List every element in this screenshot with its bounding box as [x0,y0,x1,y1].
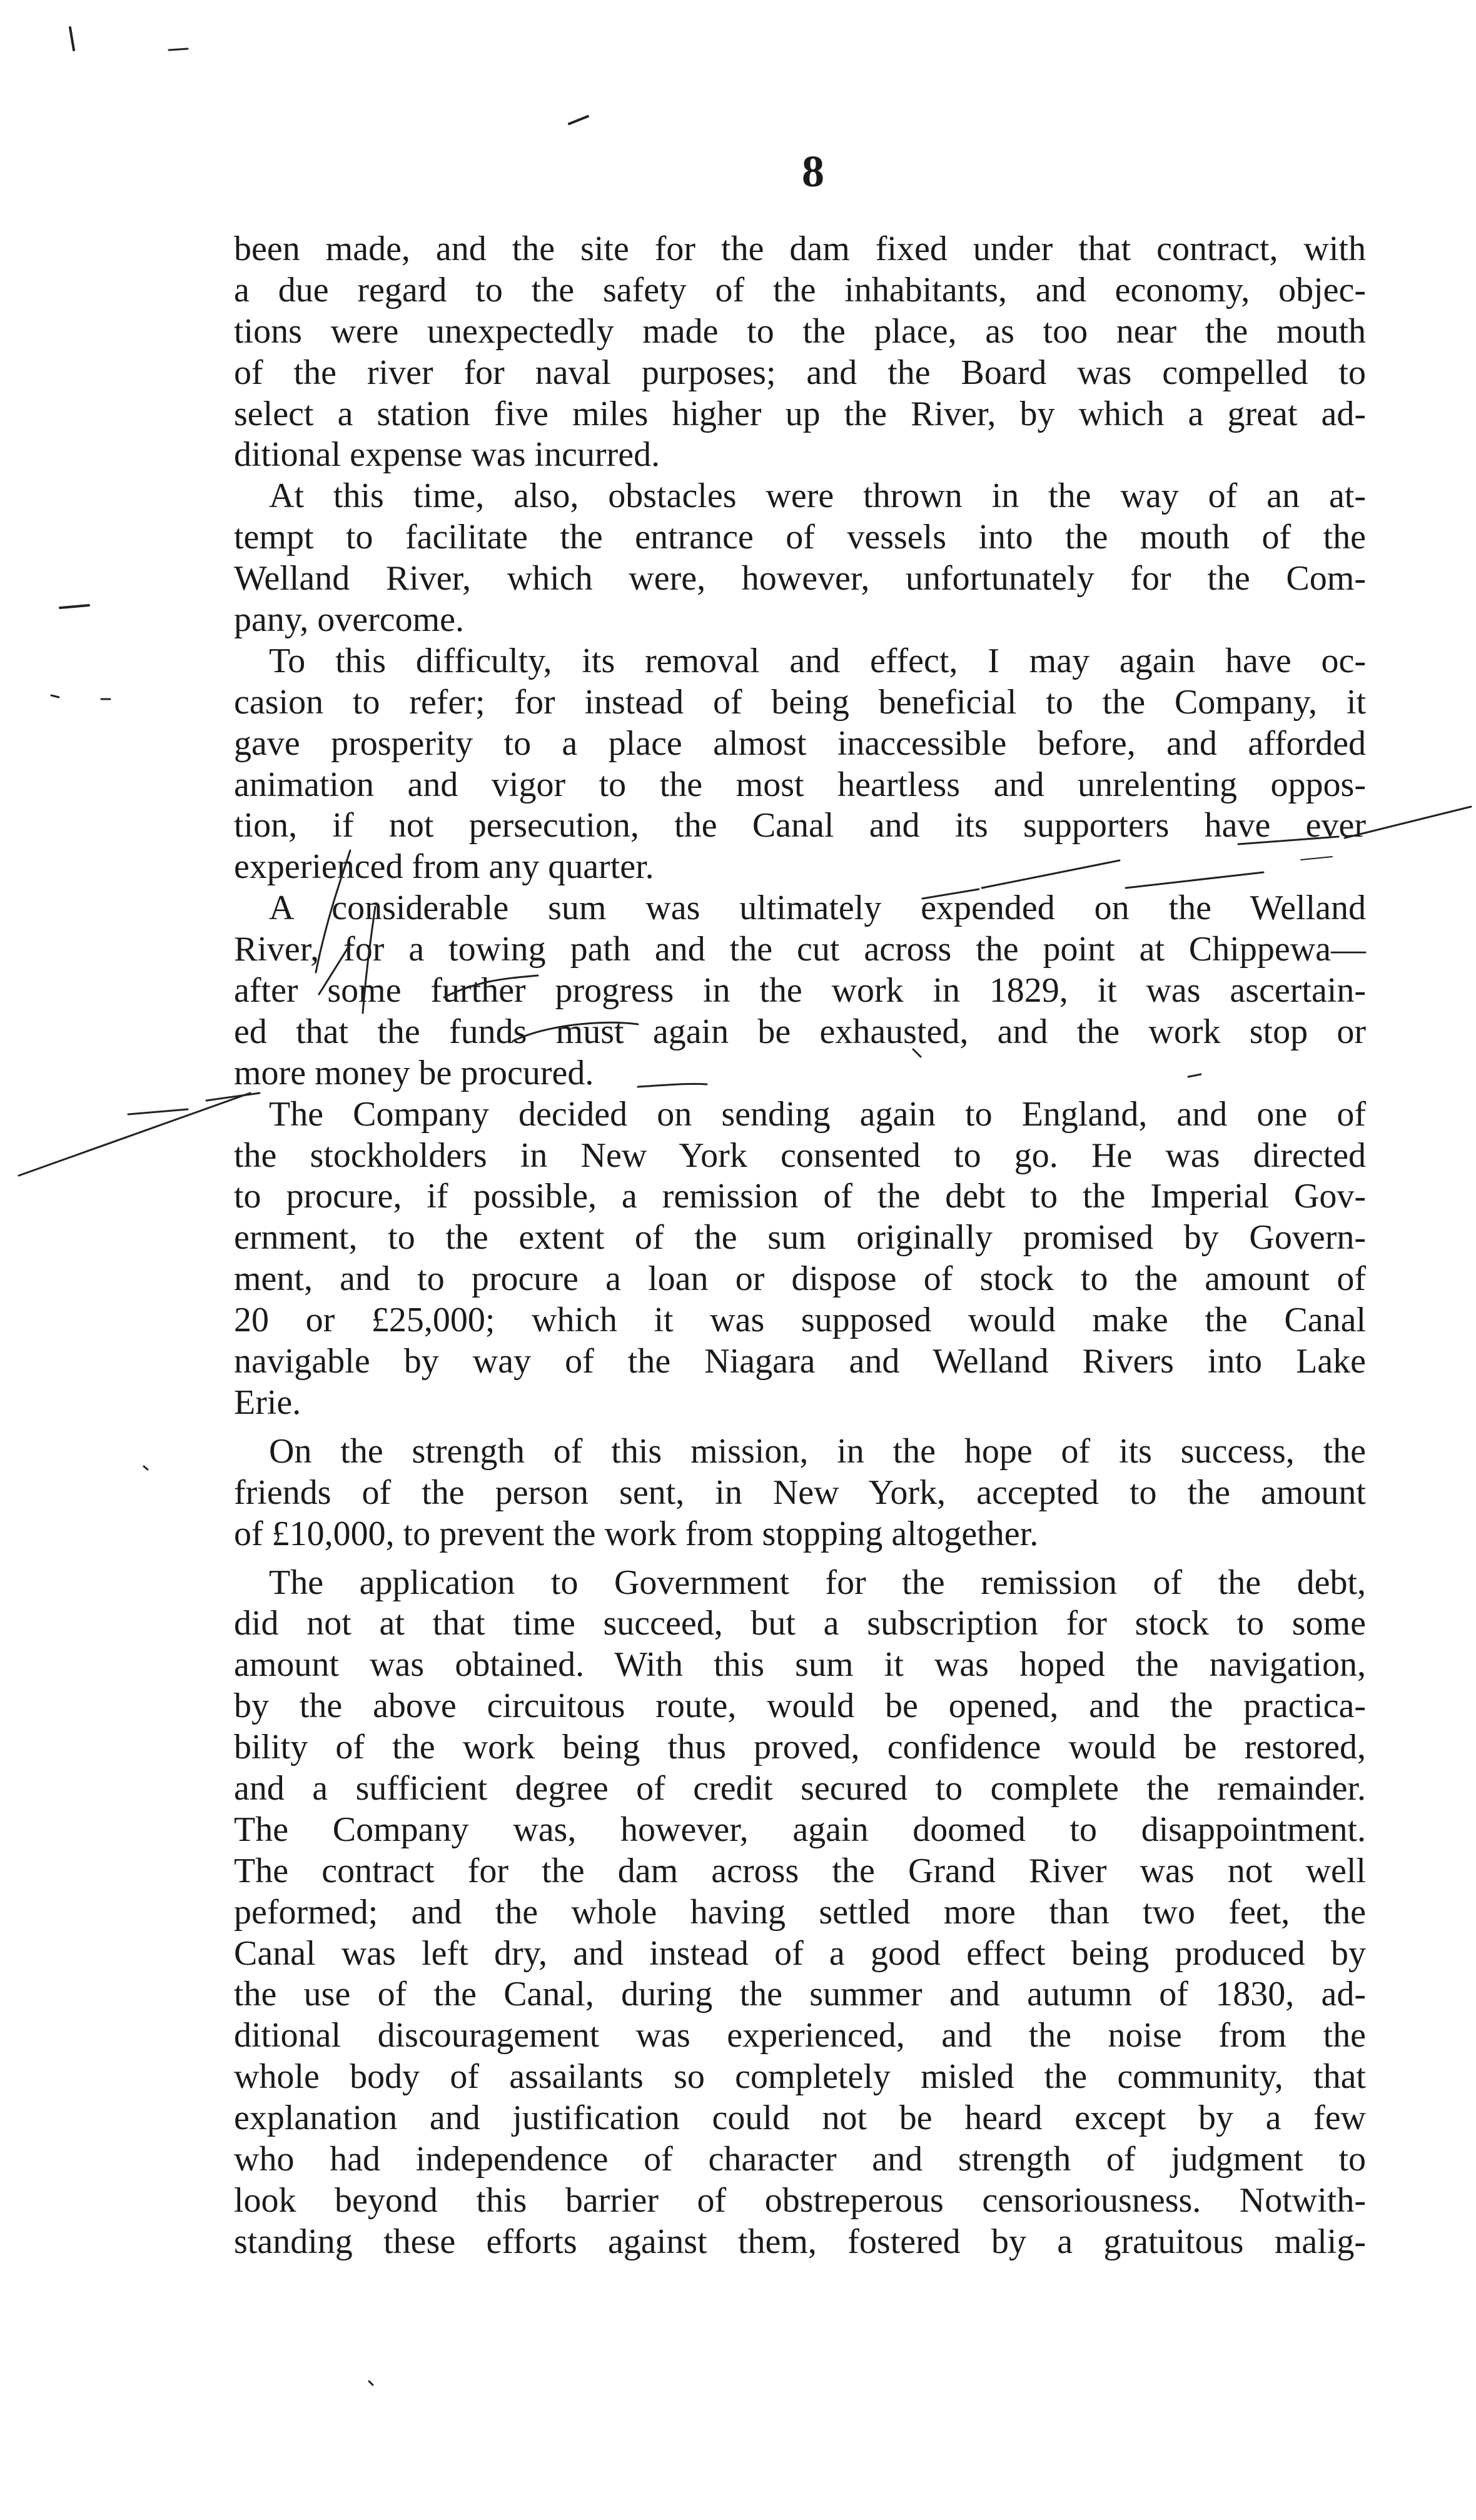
text-line: Welland River, which were, however, unfortunately for the Com- [234,559,1366,598]
text-line: A considerable sum was ultimately expended on the Welland [269,889,1366,928]
text-line: did not at that time succeed, but a subscription for stock to some [234,1604,1366,1643]
page-number: 8 [802,146,824,196]
stray-mark [169,49,188,50]
text-line: peformed; and the whole having settled more than two feet, the [234,1892,1366,1932]
text-line: the stockholders in New York consented to go. He was directed [234,1136,1366,1175]
text-line: friends of the person sent, in New York, accepted to the amount [234,1473,1366,1512]
text-line: tions were unexpectedly made to the place, as too near the mouth [234,311,1366,351]
text-line: animation and vigor to the most heartless and unrelenting oppos- [234,765,1366,804]
text-line: more money be procured. [234,1053,594,1092]
text-line: On the strength of this mission, in the hope of its success, the [269,1431,1366,1471]
text-line: pany, overcome. [234,600,464,640]
text-line: ment, and to procure a loan or dispose of stock to the amount of [234,1259,1366,1299]
text-line: standing these efforts against them, fostered by a gratuitous malig- [234,2222,1366,2261]
body-text [234,229,1366,2263]
text-line: navigable by way of the Niagara and Welland Rivers into Lake [234,1342,1366,1381]
text-line: who had independence of character and strength of judgment to [234,2139,1366,2179]
text-line: ditional discouragement was experienced, and the noise from the [234,2016,1366,2055]
text-line: been made, and the site for the dam fixed under that contract, with [234,229,1366,268]
text-line: of the river for naval purposes; and the Board was compelled to [234,353,1366,392]
text-line: by the above circuitous route, would be opened, and the practica- [234,1686,1366,1726]
stray-mark [144,1466,148,1469]
text-line: of £10,000, to prevent the work from stopping altogether. [234,1514,1039,1553]
text-line: experienced from any quarter. [234,847,654,887]
text-line: At this time, also, obstacles were thrown in the way of an at- [269,476,1366,516]
text-line: tion, if not persecution, the Canal and its supporters have ever [234,806,1366,845]
text-line: The Company decided on sending again to England, and one of [269,1094,1366,1134]
ink-line [19,1093,250,1176]
stray-mark [569,116,588,124]
stray-mark [60,605,89,608]
stray-mark [51,695,59,697]
text-line: casion to refer; for instead of being beneficial to the Company, it [234,682,1366,722]
text-line: Canal was left dry, and instead of a good effect being produced by [234,1933,1366,1973]
text-line: tempt to facilitate the entrance of vessels into the mouth of the [234,518,1366,557]
text-line: gave prosperity to a place almost inaccessible before, and afforded [234,723,1366,763]
text-line: To this difficulty, its removal and effect, I may again have oc- [269,641,1366,680]
text-line: a due regard to the safety of the inhabitants, and economy, objec- [234,270,1366,310]
text-line: ditional expense was incurred. [234,435,660,475]
text-line: Erie. [234,1383,301,1422]
text-line: The application to Government for the remission of the debt, [269,1563,1366,1602]
text-line: to procure, if possible, a remission of the debt to the Imperial Gov- [234,1177,1366,1216]
text-line: and a sufficient degree of credit secured to complete the remainder. [234,1768,1366,1808]
text-line: The Company was, however, again doomed to disappointment. [234,1810,1366,1849]
text-line: The contract for the dam across the Grand River was not well [234,1851,1366,1890]
text-line: bility of the work being thus proved, confidence would be restored, [234,1728,1366,1767]
text-line: amount was obtained. With this sum it was hoped the navigation, [234,1645,1366,1685]
stray-mark [369,2381,373,2385]
text-line: look beyond this barrier of obstreperous censoriousness. Notwith- [234,2180,1366,2220]
text-line: the use of the Canal, during the summer and autumn of 1830, ad- [234,1975,1366,2014]
text-line: 20 or £25,000; which it was supposed would make the Canal [234,1301,1366,1340]
text-line: whole body of assailants so completely misled the community, that [234,2057,1366,2097]
stray-mark [70,28,74,50]
text-line: ernment, to the extent of the sum originally promised by Govern- [234,1218,1366,1257]
text-line: River, for a towing path and the cut across the point at Chippewa— [234,930,1366,969]
text-line: after some further progress in the work in 1829, it was ascertain- [234,971,1366,1011]
ink-line [128,1109,188,1114]
text-line: ed that the funds must again be exhausted, and the work stop or [234,1012,1366,1051]
text-line: explanation and justification could not be heard except by a few [234,2099,1366,2138]
text-line: select a station five miles higher up the River, by which a great ad- [234,394,1366,433]
